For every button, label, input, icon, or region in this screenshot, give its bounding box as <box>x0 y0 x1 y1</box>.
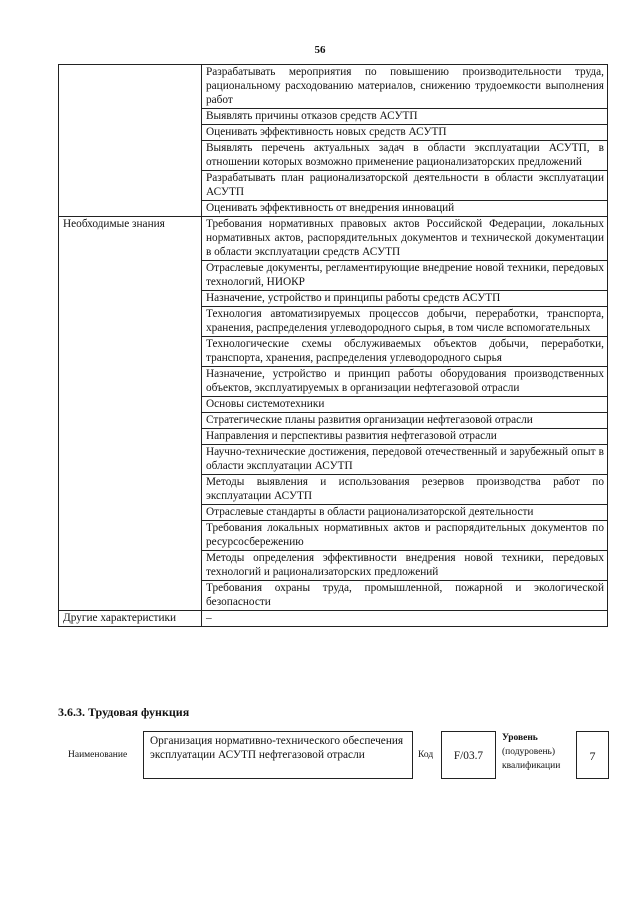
table-row <box>59 65 608 109</box>
table-cell: Методы выявления и использования резервов производства работ по эксплуатации АСУТП <box>202 475 608 505</box>
table-row <box>59 217 608 261</box>
skills-knowledge-table <box>58 64 608 627</box>
table-row-label: Необходимые знания <box>59 217 202 611</box>
table-cell: Оценивать эффективность от внедрения инноваций <box>202 201 608 217</box>
table-cell: Назначение, устройство и принципы работы средств АСУТП <box>202 291 608 307</box>
table-cell: Технологические схемы обслуживаемых объектов добычи, переработки, транспорта, хранения, распределения углеводородного сырья <box>202 337 608 367</box>
table-cell: Выявлять перечень актуальных задач в области эксплуатации АСУТП, в отношении которых возможно применение рационализаторских предложений <box>202 141 608 171</box>
table-cell: Технология автоматизируемых процессов добычи, переработки, транспорта, хранения, распределения углеводородного сырья, в том числе вспомогательных <box>202 307 608 337</box>
section-heading: 3.6.3. Трудовая функция <box>58 705 190 719</box>
table-cell: Направления и перспективы развития нефтегазовой отрасли <box>202 429 608 445</box>
labor-function-row <box>58 731 618 781</box>
table-cell: Стратегические планы развития организации нефтегазовой отрасли <box>202 413 608 429</box>
table-cell: Отраслевые документы, регламентирующие внедрение новой техники, передовых технологий, НИОКР <box>202 261 608 291</box>
table-cell: – <box>202 611 608 627</box>
level-label-line-3: квалификации <box>502 761 561 771</box>
table-cell: Научно-технические достижения, передовой отечественный и зарубежный опыт в области эксплуатации АСУТП <box>202 445 608 475</box>
table-cell: Требования нормативных правовых актов Российской Федерации, локальных нормативных актов, распорядительных документов и технической документации в области эксплуатации средств АСУТП <box>202 217 608 261</box>
table-cell: Требования локальных нормативных актов и распорядительных документов по ресурсосбережению <box>202 521 608 551</box>
code-box: F/03.7 <box>441 731 496 779</box>
table-row-label <box>59 65 202 217</box>
table-cell: Методы определения эффективности внедрения новой техники, передовых технологий и рационализаторских предложений <box>202 551 608 581</box>
code-label: Код <box>418 750 434 760</box>
level-label-line-1: Уровень <box>502 733 538 743</box>
table-row <box>59 611 608 627</box>
function-name-box: Организация нормативно-технического обеспечения эксплуатации АСУТП нефтегазовой отрасли <box>143 731 413 779</box>
table-cell: Назначение, устройство и принцип работы оборудования производственных объектов, эксплуатируемых в организации нефтегазовой отрасли <box>202 367 608 397</box>
table-cell: Требования охраны труда, промышленной, пожарной и экологической безопасности <box>202 581 608 611</box>
level-label-line-2: (подуровень) <box>502 747 556 757</box>
table-cell: Оценивать эффективность новых средств АСУТП <box>202 125 608 141</box>
table-cell: Разрабатывать план рационализаторской деятельности в области эксплуатации АСУТП <box>202 171 608 201</box>
table-row-label: Другие характеристики <box>59 611 202 627</box>
table-cell: Выявлять причины отказов средств АСУТП <box>202 109 608 125</box>
table-cell: Основы системотехники <box>202 397 608 413</box>
page-number: 56 <box>314 44 326 56</box>
name-label: Наименование <box>68 750 128 760</box>
qualification-level-box: 7 <box>576 731 609 779</box>
table-cell: Разрабатывать мероприятия по повышению производительности труда, рациональному расходованию материалов, снижению трудоемкости выполнения работ <box>202 65 608 109</box>
table-cell: Отраслевые стандарты в области рационализаторской деятельности <box>202 505 608 521</box>
